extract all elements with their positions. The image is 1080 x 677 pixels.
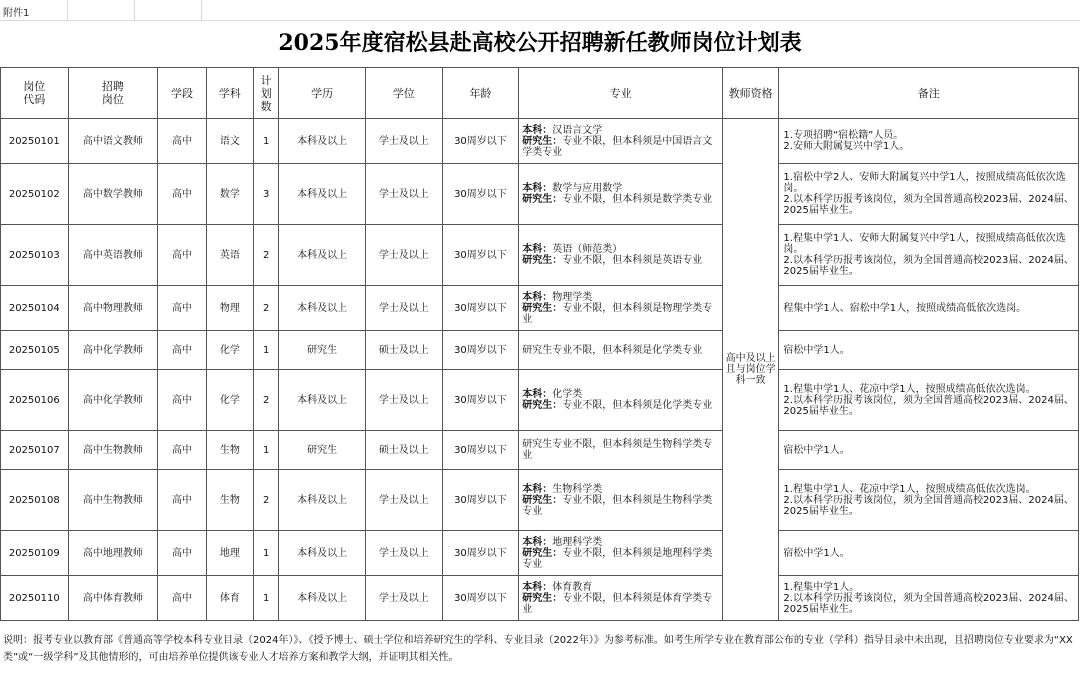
stage-cell: 高中	[158, 119, 206, 164]
major-text: 物理学类	[552, 291, 593, 303]
education-cell: 本科及以上	[279, 531, 366, 576]
major-line	[522, 582, 720, 593]
major-text: 专业不限，但本科须是地理科学类专业	[522, 547, 713, 570]
table-header-row	[1, 68, 1079, 119]
age-cell: 30周岁以下	[442, 431, 519, 470]
major-label: 本科：	[522, 244, 553, 255]
major-cell	[519, 286, 723, 331]
major-cell	[519, 331, 723, 370]
age-cell: 30周岁以下	[442, 531, 519, 576]
table-row	[1, 286, 1079, 331]
degree-cell: 学士及以上	[366, 576, 443, 621]
plan-count-cell: 2	[254, 286, 279, 331]
major-text: 专业不限，但本科须是生物科学类专业	[522, 494, 713, 517]
remark-line: 2.以本科学历报考该岗位，须为全国普通高校2023届、2024届、2025届毕业生。	[783, 194, 1074, 216]
major-text: 汉语言文学	[552, 124, 603, 136]
degree-cell: 学士及以上	[366, 119, 443, 164]
subject-cell: 语文	[206, 119, 253, 164]
major-line	[522, 244, 720, 255]
major-line	[522, 484, 720, 495]
attachment-label: 附件1	[3, 8, 30, 19]
major-line	[522, 183, 720, 194]
post-name-cell: 高中化学教师	[68, 331, 158, 370]
subject-cell: 数学	[206, 164, 253, 225]
major-line	[522, 389, 720, 400]
post-code-cell: 20250103	[1, 225, 69, 286]
major-cell	[519, 164, 723, 225]
table-row	[1, 370, 1079, 431]
education-cell: 本科及以上	[279, 119, 366, 164]
education-cell: 本科及以上	[279, 164, 366, 225]
plan-count-cell: 1	[254, 431, 279, 470]
major-cell	[519, 531, 723, 576]
major-cell	[519, 119, 723, 164]
education-cell: 本科及以上	[279, 286, 366, 331]
post-name-cell: 高中地理教师	[68, 531, 158, 576]
degree-cell: 学士及以上	[366, 225, 443, 286]
footer-note: 说明：报考专业以教育部《普通高等学校本科专业目录（2024年）》、《授予博士、硕士学位和培养研究生的学科、专业目录（2022年）》为参考标准。如考生所学专业在教育部公布的专业（学科）指导目录中未出现，且招聘岗位专业要求为“XX类”或“一级学科”及其他情形的，可由培养单位提供该专业人才培养方案和教学大纲，并证明其相关性。	[3, 635, 1073, 663]
subject-cell: 生物	[206, 431, 253, 470]
header-post: 招聘 岗位	[68, 68, 158, 119]
remark-cell	[779, 119, 1079, 164]
post-code-cell: 20250108	[1, 470, 69, 531]
remark-line: 1.程集中学1人、花凉中学1人，按照成绩高低依次选岗。	[783, 483, 1036, 495]
major-line	[522, 194, 720, 205]
remark-line: 程集中学1人、宿松中学1人，按照成绩高低依次选岗。	[783, 302, 1027, 314]
major-text: 专业不限，但本科须是物理学类专业	[522, 302, 713, 325]
stage-cell: 高中	[158, 331, 206, 370]
major-line	[522, 593, 720, 615]
major-line	[522, 439, 720, 461]
major-label: 本科：	[522, 389, 553, 400]
post-code-cell: 20250102	[1, 164, 69, 225]
major-label: 研究生：	[522, 592, 563, 604]
major-label: 本科：	[522, 483, 553, 495]
major-text: 专业不限，但本科须是化学类专业	[562, 400, 713, 411]
recruitment-plan-table	[0, 67, 1079, 621]
major-label: 研究生：	[522, 400, 563, 411]
post-name-cell: 高中体育教师	[68, 576, 158, 621]
post-name-cell: 高中化学教师	[68, 370, 158, 431]
page-title: 2025年度宿松县赴高校公开招聘新任教师岗位计划表	[278, 30, 802, 56]
table-row	[1, 331, 1079, 370]
major-line	[522, 548, 720, 570]
post-name-cell: 高中数学教师	[68, 164, 158, 225]
education-cell: 本科及以上	[279, 470, 366, 531]
age-cell: 30周岁以下	[442, 119, 519, 164]
remark-line: 2.安师大附属复兴中学1人。	[783, 141, 910, 152]
remark-cell	[779, 531, 1079, 576]
plan-count-cell: 3	[254, 164, 279, 225]
header-stage: 学段	[158, 68, 206, 119]
major-label: 本科：	[522, 124, 553, 136]
degree-cell: 学士及以上	[366, 286, 443, 331]
post-code-cell: 20250101	[1, 119, 69, 164]
major-label: 本科：	[522, 183, 553, 194]
major-line	[522, 537, 720, 548]
age-cell: 30周岁以下	[442, 576, 519, 621]
table-row	[1, 431, 1079, 470]
stage-cell: 高中	[158, 470, 206, 531]
major-line	[522, 255, 720, 266]
header-qualification: 教师资格	[722, 68, 778, 119]
stage-cell: 高中	[158, 370, 206, 431]
major-text: 专业不限，但本科须是中国语言文学类专业	[522, 135, 713, 158]
degree-cell: 学士及以上	[366, 531, 443, 576]
degree-cell: 硕士及以上	[366, 331, 443, 370]
major-cell	[519, 370, 723, 431]
header-major: 专业	[519, 68, 723, 119]
major-cell	[519, 431, 723, 470]
plan-count-cell: 2	[254, 225, 279, 286]
remark-line: 1.程集中学1人、安师大附属复兴中学1人，按照成绩高低依次选岗。	[783, 233, 1066, 255]
major-label: 研究生：	[522, 547, 563, 559]
major-text: 地理科学类	[552, 536, 603, 548]
major-text: 专业不限，但本科须是英语专业	[562, 255, 703, 266]
plan-count-cell: 1	[254, 531, 279, 576]
remark-line: 1.宿松中学2人、安师大附属复兴中学1人，按照成绩高低依次选岗。	[783, 172, 1066, 194]
stage-cell: 高中	[158, 164, 206, 225]
post-name-cell: 高中生物教师	[68, 431, 158, 470]
remark-line: 1.专项招聘“宿松籍”人员。	[783, 130, 904, 141]
degree-cell: 学士及以上	[366, 164, 443, 225]
subject-cell: 化学	[206, 370, 253, 431]
stage-cell: 高中	[158, 576, 206, 621]
remark-cell	[779, 576, 1079, 621]
header-degree: 学位	[366, 68, 443, 119]
remark-line: 宿松中学1人。	[783, 547, 850, 559]
education-cell: 本科及以上	[279, 370, 366, 431]
subject-cell: 英语	[206, 225, 253, 286]
post-name-cell: 高中语文教师	[68, 119, 158, 164]
stage-cell: 高中	[158, 431, 206, 470]
post-code-cell: 20250107	[1, 431, 69, 470]
major-line	[522, 125, 720, 136]
major-cell	[519, 470, 723, 531]
qualification-cell: 高中及以上且与岗位学科一致	[722, 119, 778, 621]
remark-cell	[779, 286, 1079, 331]
stage-cell: 高中	[158, 225, 206, 286]
major-text: 研究生专业不限，但本科须是化学类专业	[522, 344, 703, 356]
education-cell: 研究生	[279, 331, 366, 370]
education-cell: 本科及以上	[279, 225, 366, 286]
remark-line: 2.以本科学历报考该岗位，须为全国普通高校2023届、2024届、2025届毕业生。	[783, 255, 1074, 277]
header-education: 学历	[279, 68, 366, 119]
remark-line: 2.以本科学历报考该岗位，须为全国普通高校2023届、2024届、2025届毕业生。	[783, 394, 1074, 417]
plan-count-cell: 1	[254, 331, 279, 370]
post-name-cell: 高中生物教师	[68, 470, 158, 531]
remark-line: 1.程集中学1人。	[783, 581, 860, 593]
degree-cell: 硕士及以上	[366, 431, 443, 470]
stage-cell: 高中	[158, 286, 206, 331]
age-cell: 30周岁以下	[442, 370, 519, 431]
major-line	[522, 400, 720, 411]
remark-cell	[779, 470, 1079, 531]
major-label: 本科：	[522, 581, 553, 593]
age-cell: 30周岁以下	[442, 225, 519, 286]
subject-cell: 地理	[206, 531, 253, 576]
table-row	[1, 164, 1079, 225]
education-cell: 研究生	[279, 431, 366, 470]
plan-count-cell: 1	[254, 119, 279, 164]
subject-cell: 体育	[206, 576, 253, 621]
post-code-cell: 20250106	[1, 370, 69, 431]
remark-line: 宿松中学1人。	[783, 444, 850, 456]
remark-line: 宿松中学1人。	[783, 344, 850, 356]
major-line	[522, 292, 720, 303]
post-code-cell: 20250104	[1, 286, 69, 331]
post-code-cell: 20250110	[1, 576, 69, 621]
plan-count-cell: 2	[254, 470, 279, 531]
header-remark: 备注	[779, 68, 1079, 119]
major-text: 研究生专业不限，但本科须是生物科学类专业	[522, 439, 713, 461]
major-line	[522, 345, 720, 356]
major-line	[522, 303, 720, 325]
major-label: 本科：	[522, 291, 553, 303]
age-cell: 30周岁以下	[442, 331, 519, 370]
major-line	[522, 495, 720, 517]
remark-cell	[779, 164, 1079, 225]
post-code-cell: 20250105	[1, 331, 69, 370]
education-cell: 本科及以上	[279, 576, 366, 621]
major-label: 研究生：	[522, 255, 563, 266]
header-count: 计 划 数	[254, 68, 279, 119]
age-cell: 30周岁以下	[442, 286, 519, 331]
major-text: 生物科学类	[552, 483, 603, 495]
header-subject: 学科	[206, 68, 253, 119]
major-cell	[519, 225, 723, 286]
major-text: 数学与应用数学	[552, 183, 623, 194]
major-text: 化学类	[552, 389, 583, 400]
remark-line: 1.程集中学1人、花凉中学1人，按照成绩高低依次选岗。	[783, 383, 1036, 395]
major-line	[522, 136, 720, 158]
remark-line: 2.以本科学历报考该岗位，须为全国普通高校2023届、2024届、2025届毕业生。	[783, 592, 1074, 615]
major-text: 专业不限，但本科须是体育学类专业	[522, 592, 713, 615]
table-row	[1, 470, 1079, 531]
post-code-cell: 20250109	[1, 531, 69, 576]
plan-count-cell: 1	[254, 576, 279, 621]
major-label: 研究生：	[522, 194, 563, 205]
subject-cell: 物理	[206, 286, 253, 331]
major-label: 研究生：	[522, 135, 563, 147]
major-text: 体育教育	[552, 581, 593, 593]
remark-cell	[779, 370, 1079, 431]
post-name-cell: 高中英语教师	[68, 225, 158, 286]
age-cell: 30周岁以下	[442, 470, 519, 531]
post-name-cell: 高中物理教师	[68, 286, 158, 331]
stage-cell: 高中	[158, 531, 206, 576]
major-label: 本科：	[522, 536, 553, 548]
table-row	[1, 119, 1079, 164]
remark-cell	[779, 431, 1079, 470]
table-row	[1, 531, 1079, 576]
table-row	[1, 225, 1079, 286]
header-code: 岗位 代码	[1, 68, 69, 119]
table-row	[1, 576, 1079, 621]
remark-cell	[779, 225, 1079, 286]
major-cell	[519, 576, 723, 621]
major-label: 研究生：	[522, 494, 563, 506]
major-text: 专业不限，但本科须是数学类专业	[562, 194, 713, 205]
subject-cell: 化学	[206, 331, 253, 370]
plan-count-cell: 2	[254, 370, 279, 431]
spreadsheet-top-grid	[0, 0, 1080, 21]
subject-cell: 生物	[206, 470, 253, 531]
header-age: 年龄	[442, 68, 519, 119]
major-text: 英语（师范类）	[552, 244, 623, 255]
major-label: 研究生：	[522, 302, 563, 314]
degree-cell: 学士及以上	[366, 470, 443, 531]
remark-line: 2.以本科学历报考该岗位，须为全国普通高校2023届、2024届、2025届毕业生。	[783, 494, 1074, 517]
age-cell: 30周岁以下	[442, 164, 519, 225]
degree-cell: 学士及以上	[366, 370, 443, 431]
remark-cell	[779, 331, 1079, 370]
